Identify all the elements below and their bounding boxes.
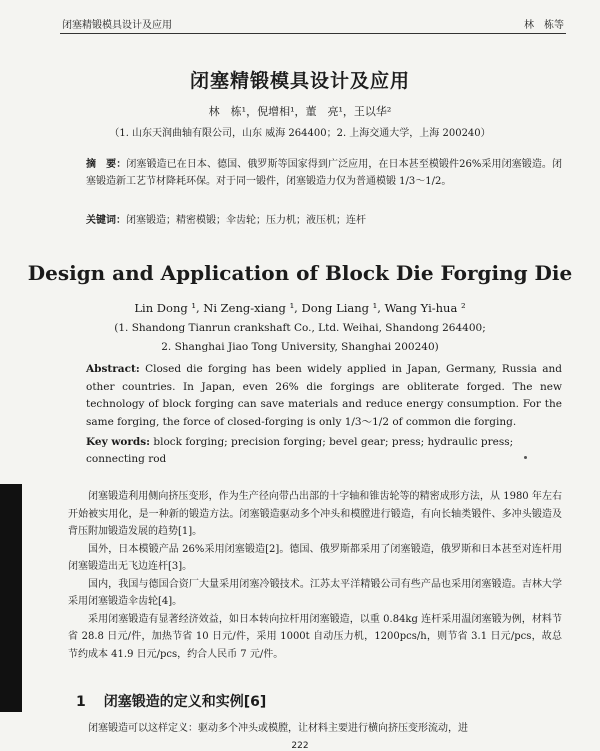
- english-title: Design and Application of Block Die Forging Die: [27, 261, 573, 285]
- chinese-abstract: [86, 156, 562, 190]
- body-paragraph-3: 国内，我国与德国合资厂大量采用闭塞冷锻技术。江苏太平洋精锻公司有些产品也采用闭塞锻造。吉林大学采用闭塞锻造伞齿轮[4]。: [68, 578, 562, 607]
- chinese-abstract-label: 摘 要：: [86, 159, 127, 170]
- section-number: 1: [76, 694, 86, 710]
- english-affiliation-line-1: (1. Shandong Tianrun crankshaft Co., Ltd. Weihai, Shandong 264400;: [114, 322, 486, 334]
- body-text: [68, 488, 562, 663]
- english-abstract-text: Closed die forging has been widely applied in Japan, Germany, Russia and other countries. In Japan, even 26% die forgings are obliterate forged. The new technology of block forging can save materials and reduce energy consumption. For the same forging, the force of closed-forging is only 1/3～1/2 of common die forging.: [86, 363, 562, 428]
- chinese-keywords-text: 闭塞锻造；精密模锻；伞齿轮；压力机；液压机；连杆: [126, 215, 366, 226]
- section-body-text: 闭塞锻造可以这样定义：驱动多个冲头或模膛，让材料主要进行横向挤压变形流动，进: [88, 723, 468, 734]
- english-affiliation-line-2: 2. Shanghai Jiao Tong University, Shanghai 200240): [161, 341, 439, 353]
- chinese-title: 闭塞精锻模具设计及应用: [189, 70, 410, 92]
- english-abstract: [86, 361, 562, 431]
- english-keywords-label: Key words:: [86, 436, 151, 448]
- header-rule: [60, 33, 566, 34]
- page-number: 222: [291, 741, 309, 751]
- chinese-keywords-label: 关键词：: [86, 215, 126, 226]
- chinese-authors: 林 栋¹，倪增相¹，董 亮¹，王以华²: [208, 105, 392, 118]
- section-title: 闭塞锻造的定义和实例[6]: [103, 694, 267, 710]
- scan-speck: [524, 456, 527, 459]
- scan-binding-shadow: [0, 484, 22, 712]
- running-header-title: 闭塞精锻模具设计及应用: [62, 20, 172, 31]
- english-abstract-label: Abstract:: [86, 363, 140, 375]
- english-authors: Lin Dong ¹, Ni Zeng-xiang ¹, Dong Liang ¹, Wang Yi-hua ²: [134, 301, 466, 315]
- chinese-affiliation: （1. 山东天润曲轴有限公司，山东 威海 264400；2. 上海交通大学，上海 200240）: [109, 128, 491, 139]
- english-keywords: [86, 434, 562, 468]
- body-paragraph-1: 闭塞锻造利用侧向挤压变形，作为生产径向带凸出部的十字轴和锥齿轮等的精密成形方法，从 1980 年左右开始被实用化，是一种新的锻造方法。闭塞锻造驱动多个冲头和模膛进行锻造，有向长轴类锻件、多冲头锻造及背压附加锻造发展的趋势[1]。: [68, 491, 562, 537]
- running-header-authors: 林 栋等: [524, 20, 564, 31]
- section-heading: [76, 691, 266, 711]
- body-paragraph-2: 国外，日本模锻产品 26%采用闭塞锻造[2]。德国、俄罗斯都采用了闭塞锻造，俄罗斯和日本甚至对连杆用闭塞锻造出无飞边连杆[3]。: [68, 543, 562, 572]
- chinese-keywords: [86, 211, 562, 226]
- english-keywords-text: block forging; precision forging; bevel gear; press; hydraulic press; connecting rod: [86, 436, 514, 465]
- body-paragraph-4: 采用闭塞锻造有显著经济效益，如日本转向拉杆用闭塞锻造，以重 0.84kg 连杆采用温闭塞锻为例，材料节省 28.8 日元/件，加热节省 10 日元/件，采用 1000t 自动压力机，1200pcs/h，则节省 3.1 日元/pcs，故总节约成本 41.9 日元/pcs，约合人民币 7 元/件。: [68, 613, 562, 660]
- chinese-abstract-text: 闭塞锻造已在日本、德国、俄罗斯等国家得到广泛应用，在日本甚至模锻件26%采用闭塞锻造。闭塞锻造新工艺节材降耗环保。对于同一锻件，闭塞锻造力仅为普通模锻 1/3～1/2。: [86, 159, 563, 187]
